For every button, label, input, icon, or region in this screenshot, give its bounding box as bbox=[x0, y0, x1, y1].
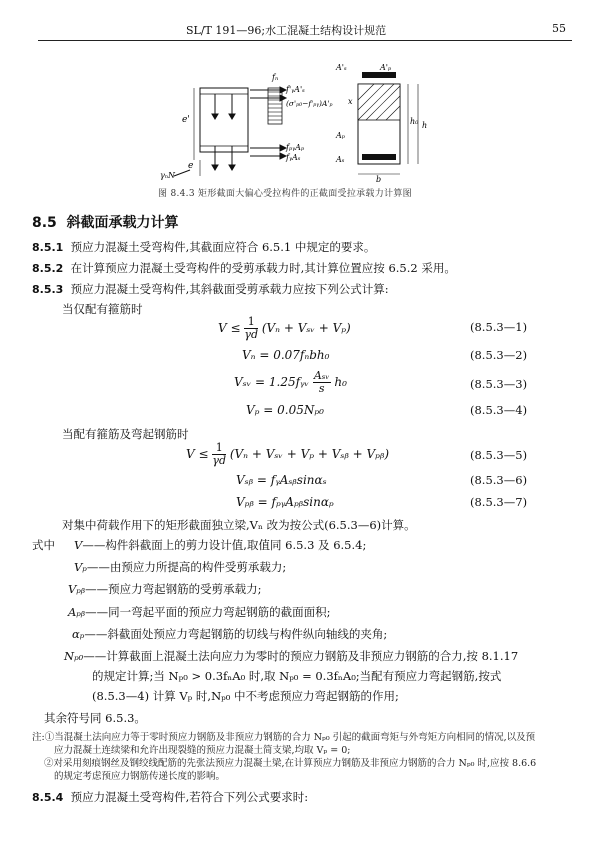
only-stirrups-label: 当仅配有箍筋时 bbox=[62, 302, 143, 316]
clause-number: 8.5.2 bbox=[32, 262, 64, 275]
eqno-5: (8.5.3—5) bbox=[470, 448, 528, 462]
definition-item: αₚ——斜截面处预应力弯起钢筋的切线与构件纵向轴线的夹角; bbox=[72, 627, 388, 641]
definition-item: Nₚ₀——计算截面上混凝土法向应力为零时的预应力钢筋及非预应力钢筋的合力,按 8.1.17 bbox=[64, 649, 519, 663]
definition-continuation: 的规定计算;当 Nₚ₀ > 0.3fₙA₀ 时,取 Nₚ₀ = 0.3fₙA₀;当配有预应力弯起钢筋,按式 bbox=[92, 669, 502, 683]
label-Ap-bottom: Aₚ bbox=[336, 131, 345, 140]
label-prestress-top: (σ'ₚ₀−f'ₚᵧ)A'ₚ bbox=[286, 99, 333, 108]
member-outline bbox=[200, 88, 248, 152]
note-line: ②对采用刻痕钢丝及钢绞线配筋的先张法预应力混凝土梁,在计算预应力钢筋及非预应力钢筋的合力 Nₚ₀ 时,应按 8.6.6 bbox=[44, 758, 537, 769]
definition-item: V——构件斜截面上的剪力设计值,取值同 6.5.3 及 6.5.4; bbox=[74, 538, 367, 552]
label-b: b bbox=[376, 175, 382, 182]
concentrated-load-note: 对集中荷载作用下的矩形截面独立梁,Vₙ 改为按公式(6.5.3—6)计算。 bbox=[62, 518, 416, 532]
equation-8-5-3-2: Vₙ = 0.07fₙbh₀ bbox=[242, 348, 330, 362]
label-As-bottom: Aₛ bbox=[336, 155, 345, 164]
definition-continuation: (8.5.3—4) 计算 Vₚ 时,Nₚ₀ 中不考虑预应力弯起钢筋的作用; bbox=[92, 689, 399, 703]
note-line: 注:①当混凝土法向应力等于零时预应力钢筋及非预应力钢筋的合力 Nₚ₀ 引起的截面弯矩与外弯矩方向相同的情况,以及预 bbox=[32, 732, 536, 743]
eqno-1: (8.5.3—1) bbox=[470, 320, 528, 334]
clause-text: 预应力混凝土受弯构件,若符合下列公式要求时: bbox=[70, 790, 309, 804]
section-diagram bbox=[160, 64, 460, 182]
eqno-6: (8.5.3—6) bbox=[470, 473, 528, 487]
other-symbols-note: 其余符号同 6.5.3。 bbox=[44, 711, 146, 725]
label-e-prime: e' bbox=[182, 115, 190, 125]
clause-text: 预应力混凝土受弯构件,其截面应符合 6.5.1 中规定的要求。 bbox=[70, 240, 376, 254]
equation-8-5-3-1: V ≤ $\frac{1}{\gamma d}$ (Vₙ + Vₛᵥ + Vₚ) bbox=[218, 315, 351, 341]
clause-8-5-2 bbox=[32, 259, 456, 278]
clause-text: 预应力混凝土受弯构件,其斜截面受剪承载力应按下列公式计算: bbox=[70, 282, 389, 296]
running-header-title: SL/T 191—96;水工混凝土结构设计规范 bbox=[186, 24, 387, 37]
equation-8-5-3-4: Vₚ = 0.05Nₚ₀ bbox=[246, 403, 324, 417]
section-title: 斜截面承载力计算 bbox=[66, 215, 179, 231]
equation-8-5-3-3: Vₛᵥ = 1.25fᵧᵥ $\frac{\text{Aₛᵥ}}{s}$ h₀ bbox=[234, 369, 347, 395]
label-As-top: A'ₛ bbox=[336, 64, 347, 72]
label-gammaN: γₙN bbox=[160, 171, 176, 180]
label-e: e bbox=[188, 161, 194, 171]
section-heading bbox=[32, 212, 179, 232]
label-fy-bottom: fᵧAₛ bbox=[286, 153, 301, 162]
clause-number: 8.5.3 bbox=[32, 283, 64, 296]
definition-item: Aₚᵦ——同一弯起平面的预应力弯起钢筋的截面面积; bbox=[68, 605, 331, 619]
label-h0: h₀ bbox=[410, 117, 419, 126]
eqno-3: (8.5.3—3) bbox=[470, 377, 528, 391]
clause-number: 8.5.4 bbox=[32, 791, 64, 804]
eqno-4: (8.5.3—4) bbox=[470, 403, 528, 417]
page-number: 55 bbox=[552, 22, 566, 35]
label-fc: fₙ bbox=[272, 73, 279, 82]
eqno-2: (8.5.3—2) bbox=[470, 348, 528, 362]
note-line: 应力混凝土连续梁和允许出现裂缝的预应力混凝土简支梁,均取 Vₚ = 0; bbox=[54, 745, 351, 756]
definition-item: Vₚᵦ——预应力弯起钢筋的受剪承载力; bbox=[68, 582, 262, 596]
label-fpy-bottom: fₚᵧAₚ bbox=[286, 143, 305, 152]
label-Ap-top: A'ₚ bbox=[380, 64, 392, 72]
figure-caption: 图 8.4.3 矩形截面大偏心受拉构件的正截面受拉承载力计算图 bbox=[158, 189, 412, 199]
equation-8-5-3-7: Vₚᵦ = fₚᵧAₚᵦsinαₚ bbox=[236, 495, 334, 509]
clause-8-5-4 bbox=[32, 788, 308, 807]
where-label: 式中 bbox=[32, 538, 55, 552]
header-rule bbox=[38, 40, 572, 41]
clause-8-5-3 bbox=[32, 280, 389, 299]
note-line: 的规定考虑预应力钢筋传递长度的影响。 bbox=[54, 771, 226, 782]
label-fy-top: f'ᵧA'ₛ bbox=[286, 85, 305, 94]
clause-number: 8.5.1 bbox=[32, 241, 64, 254]
with-bent-bars-label: 当配有箍筋及弯起钢筋时 bbox=[62, 427, 189, 441]
section-number: 8.5 bbox=[32, 215, 57, 231]
eqno-7: (8.5.3—7) bbox=[470, 495, 528, 509]
definition-item: Vₚ——由预应力所提高的构件受剪承载力; bbox=[74, 560, 287, 574]
clause-text: 在计算预应力混凝土受弯构件的受剪承载力时,其计算位置应按 6.5.2 采用。 bbox=[70, 261, 456, 275]
label-x: x bbox=[348, 97, 353, 106]
clause-8-5-1 bbox=[32, 238, 375, 257]
equation-8-5-3-6: Vₛᵦ = fᵧAₛᵦsinαₛ bbox=[236, 473, 327, 487]
label-h: h bbox=[422, 121, 428, 130]
equation-8-5-3-5: V ≤ $\frac{1}{\gamma d}$ (Vₙ + Vₛᵥ + Vₚ + Vₛᵦ + Vₚᵦ) bbox=[186, 441, 390, 467]
